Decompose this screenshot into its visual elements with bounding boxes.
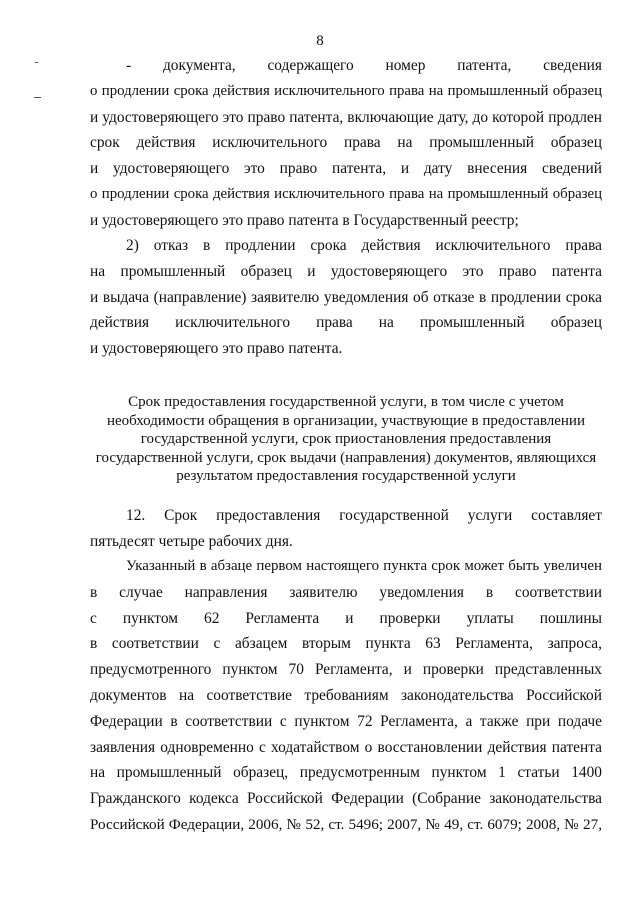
text-line: заявления одновременно с ходатайством о восстановлении действия патента bbox=[90, 738, 602, 756]
paragraph-2 bbox=[90, 233, 602, 362]
heading-line: результатом предоставления государственной услуги bbox=[176, 468, 516, 485]
margin-mark bbox=[35, 62, 38, 63]
text-line: в соответствии с абзацем вторым пункта 63 Регламента, запроса, bbox=[90, 635, 602, 653]
text-line: на промышленный образец, предусмотренным пунктом 1 статьи 1400 bbox=[90, 764, 602, 782]
text-line: Указанный в абзаце первом настоящего пункта срок может быть увеличен bbox=[126, 558, 602, 574]
heading-line: Срок предоставления государственной услуги, в том числе с учетом bbox=[128, 394, 564, 410]
text-line: о продлении срока действия исключительного права на промышленный образец bbox=[90, 82, 602, 99]
text-line: срок действия исключительного права на промышленный образец bbox=[90, 134, 602, 152]
text-line: о продлении срока действия исключительного права на промышленный образец bbox=[90, 185, 602, 202]
heading-line: необходимости обращения в организации, участвующие в предоставлении bbox=[107, 412, 585, 429]
text-line: Гражданского кодекса Российской Федерации (Собрание законодательства bbox=[90, 790, 602, 808]
text-line: 12. Срок предоставления государственной услуги составляет bbox=[126, 507, 602, 524]
text-line: и удостоверяющего это право патента, включающие дату, до которой продлен bbox=[90, 108, 602, 126]
text-line: Российской Федерации, 2006, № 52, ст. 5496; 2007, № 49, ст. 6079; 2008, № 27, bbox=[90, 815, 602, 833]
paragraph-4 bbox=[90, 554, 602, 838]
heading-line: государственной услуги, срок выдачи (направления) документов, являющихся bbox=[95, 449, 597, 466]
paragraph-3 bbox=[90, 503, 602, 555]
text-line: действия исключительного права на промышленный образец bbox=[90, 314, 602, 332]
text-line: Федерации в соответствии с пунктом 72 Регламента, а также при подаче bbox=[90, 712, 602, 730]
page-number: 8 bbox=[316, 33, 324, 49]
text-line: пятьдесят четыре рабочих дня. bbox=[90, 532, 293, 550]
paragraph-1 bbox=[90, 53, 602, 234]
text-line: и удостоверяющего это право патента, и дату внесения сведений bbox=[90, 160, 602, 178]
text-line: и удостоверяющего это право патента. bbox=[90, 340, 343, 358]
text-line: предусмотренного пунктом 70 Регламента, и проверки представленных bbox=[90, 661, 602, 679]
text-line: и выдача (направление) заявителю уведомления об отказе в продлении срока bbox=[90, 288, 602, 306]
text-line: в случае направления заявителю уведомления в соответствии bbox=[90, 583, 602, 601]
margin-mark bbox=[34, 97, 41, 98]
text-line: 2) отказ в продлении срока действия исключительного права bbox=[126, 237, 602, 254]
text-line: с пунктом 62 Регламента и проверки уплаты пошлины bbox=[90, 609, 602, 627]
section-heading bbox=[88, 393, 604, 486]
text-line: и удостоверяющего это право патента в Государственный реестр; bbox=[90, 211, 519, 229]
text-line: документов на соответствие требованиям законодательства Российской bbox=[90, 686, 602, 704]
text-line: на промышленный образец и удостоверяющего это право патента bbox=[90, 262, 602, 280]
heading-line: государственной услуги, срок приостановления предоставления bbox=[140, 431, 552, 448]
text-line: - документа, содержащего номер патента, сведения bbox=[126, 57, 602, 74]
